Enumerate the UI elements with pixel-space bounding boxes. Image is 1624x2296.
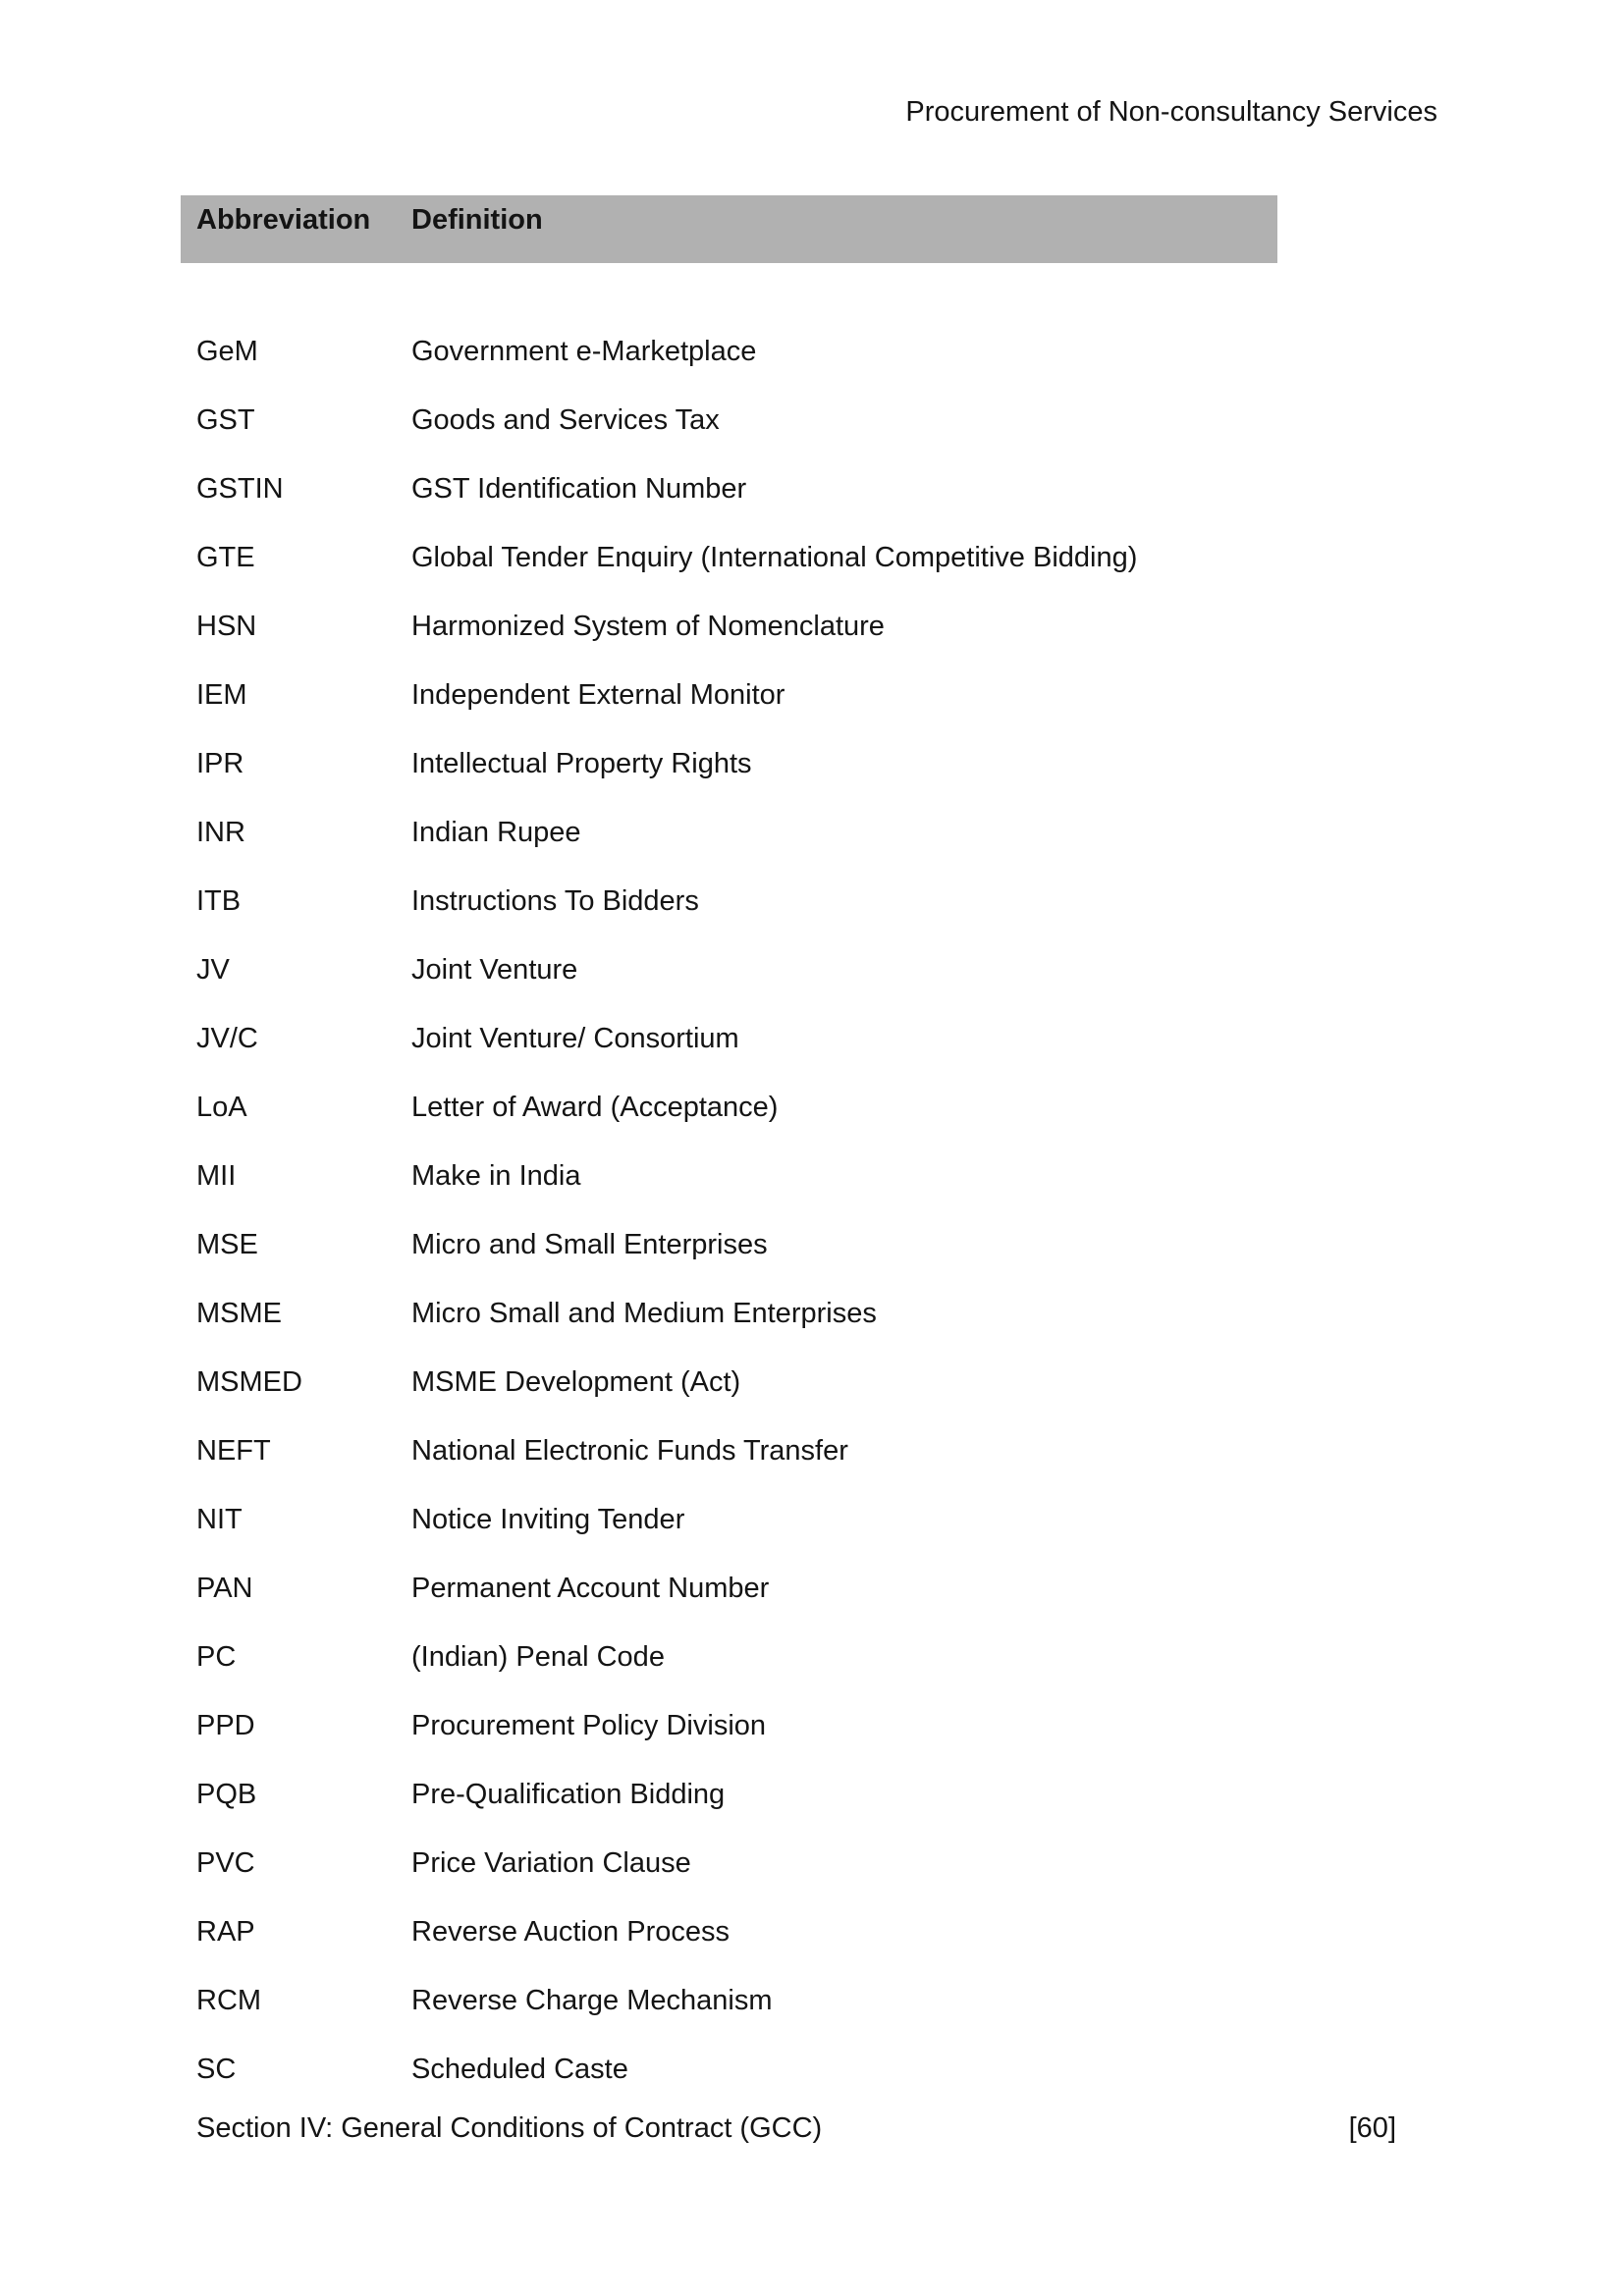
table-row	[196, 1503, 1414, 1572]
abbreviation-cell: JV	[196, 954, 230, 986]
abbreviation-cell: LoA	[196, 1092, 247, 1123]
abbreviation-cell: RAP	[196, 1916, 255, 1948]
abbreviations-table	[196, 335, 1414, 2121]
table-row	[196, 335, 1414, 403]
table-row	[196, 1709, 1414, 1778]
abbreviation-cell: MSMED	[196, 1366, 302, 1398]
definition-cell: Pre-Qualification Bidding	[411, 1779, 726, 1810]
table-row	[196, 1022, 1414, 1091]
definition-cell: Procurement Policy Division	[411, 1710, 767, 1741]
table-row	[196, 1434, 1414, 1503]
definition-cell: GST Identification Number	[411, 473, 747, 505]
definition-cell: Instructions To Bidders	[411, 885, 699, 917]
table-row	[196, 1984, 1414, 2053]
table-row	[196, 1572, 1414, 1640]
table-row	[196, 1159, 1414, 1228]
definition-cell: Permanent Account Number	[411, 1573, 770, 1604]
abbreviation-cell: RCM	[196, 1985, 262, 2016]
column-header-definition: Definition	[411, 204, 543, 236]
abbreviation-cell: PAN	[196, 1573, 253, 1604]
table-row	[196, 1228, 1414, 1297]
table-row	[196, 953, 1414, 1022]
definition-cell: Scheduled Caste	[411, 2054, 628, 2085]
abbreviation-cell: PPD	[196, 1710, 255, 1741]
definition-cell: Letter of Award (Acceptance)	[411, 1092, 779, 1123]
definition-cell: Intellectual Property Rights	[411, 748, 752, 779]
definition-cell: Global Tender Enquiry (International Competitive Bidding)	[411, 542, 1138, 573]
abbreviation-cell: MSE	[196, 1229, 258, 1260]
table-row	[196, 1365, 1414, 1434]
table-row	[196, 816, 1414, 884]
definition-cell: Indian Rupee	[411, 817, 581, 848]
definition-cell: Micro Small and Medium Enterprises	[411, 1298, 877, 1329]
abbreviation-cell: NEFT	[196, 1435, 271, 1467]
table-row	[196, 610, 1414, 678]
definition-cell: Reverse Charge Mechanism	[411, 1985, 773, 2016]
abbreviation-cell: INR	[196, 817, 245, 848]
abbreviation-cell: IEM	[196, 679, 247, 711]
definition-cell: Micro and Small Enterprises	[411, 1229, 768, 1260]
table-row	[196, 1846, 1414, 1915]
footer-section-title: Section IV: General Conditions of Contract (GCC)	[196, 2112, 823, 2144]
abbreviation-cell: NIT	[196, 1504, 243, 1535]
table-row	[196, 884, 1414, 953]
table-row	[196, 1091, 1414, 1159]
abbreviation-cell: PC	[196, 1641, 237, 1673]
abbreviation-cell: GST	[196, 404, 255, 436]
definition-cell: Notice Inviting Tender	[411, 1504, 685, 1535]
page-number: [60]	[1348, 2112, 1396, 2144]
abbreviation-cell: PVC	[196, 1847, 255, 1879]
abbreviation-cell: MSME	[196, 1298, 282, 1329]
page-footer	[196, 2111, 1396, 2146]
abbreviation-cell: GSTIN	[196, 473, 284, 505]
definition-cell: Joint Venture	[411, 954, 578, 986]
page-header-running-title: Procurement of Non-consultancy Services	[905, 96, 1437, 128]
definition-cell: (Indian) Penal Code	[411, 1641, 665, 1673]
abbreviation-cell: SC	[196, 2054, 237, 2085]
abbreviation-cell: JV/C	[196, 1023, 258, 1054]
table-row	[196, 472, 1414, 541]
definition-cell: National Electronic Funds Transfer	[411, 1435, 848, 1467]
definition-cell: Independent External Monitor	[411, 679, 785, 711]
table-header-row	[181, 195, 1277, 263]
abbreviation-cell: GTE	[196, 542, 255, 573]
abbreviation-cell: ITB	[196, 885, 242, 917]
definition-cell: Harmonized System of Nomenclature	[411, 611, 885, 642]
table-row	[196, 403, 1414, 472]
definition-cell: Reverse Auction Process	[411, 1916, 730, 1948]
column-header-abbreviation: Abbreviation	[196, 204, 371, 236]
abbreviation-cell: PQB	[196, 1779, 257, 1810]
table-row	[196, 678, 1414, 747]
table-row	[196, 1778, 1414, 1846]
table-row	[196, 747, 1414, 816]
table-row	[196, 1915, 1414, 1984]
definition-cell: Government e-Marketplace	[411, 336, 757, 367]
table-row	[196, 1297, 1414, 1365]
abbreviation-cell: GeM	[196, 336, 258, 367]
definition-cell: Joint Venture/ Consortium	[411, 1023, 739, 1054]
abbreviation-cell: HSN	[196, 611, 257, 642]
abbreviation-cell: IPR	[196, 748, 244, 779]
table-row	[196, 1640, 1414, 1709]
definition-cell: Goods and Services Tax	[411, 404, 720, 436]
abbreviation-cell: MII	[196, 1160, 237, 1192]
definition-cell: MSME Development (Act)	[411, 1366, 741, 1398]
definition-cell: Make in India	[411, 1160, 581, 1192]
table-row	[196, 541, 1414, 610]
definition-cell: Price Variation Clause	[411, 1847, 691, 1879]
